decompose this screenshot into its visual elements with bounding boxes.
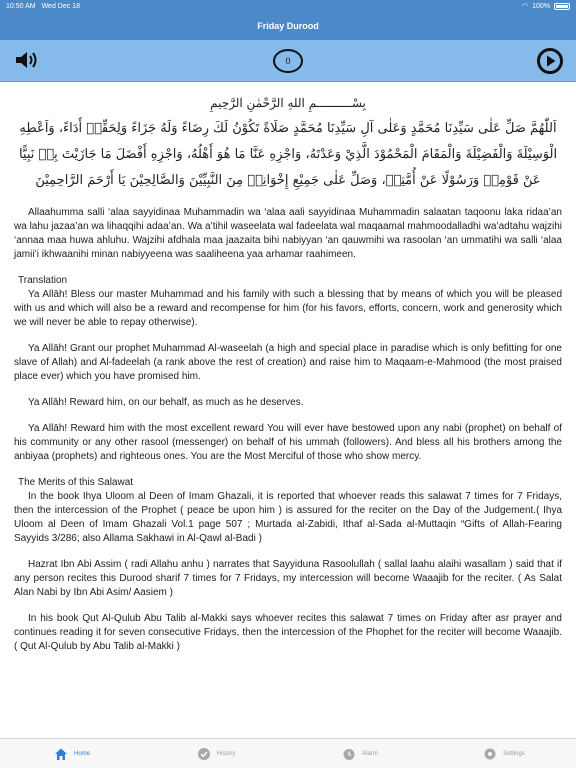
gear-icon xyxy=(483,747,497,761)
check-circle-icon xyxy=(197,747,211,761)
content-area[interactable] xyxy=(0,82,576,738)
tab-alarm[interactable] xyxy=(288,739,432,768)
page-title: Friday Durood xyxy=(257,21,319,31)
nav-bar xyxy=(0,12,576,40)
audio-toolbar xyxy=(0,40,576,82)
tab-label: Alarm xyxy=(362,750,378,757)
counter-value: 0 xyxy=(285,56,291,66)
tab-label: Settings xyxy=(503,750,525,757)
home-icon xyxy=(54,747,68,761)
translation-paragraph: Ya Allāh! Reward him with the most excellent reward You will ever have bestowed upon any nabi (prophet) on behalf of his community or any other rasool (messenger) on behalf of his ummah (followers). And bless all his brothers among the anbiyaa (prophets) and righteous ones. You are the Most Merciful of those who show mercy. xyxy=(14,423,562,462)
tab-settings[interactable] xyxy=(432,739,576,768)
status-time: 10:50 AM xyxy=(6,2,36,10)
arabic-durood xyxy=(14,90,562,194)
speaker-icon[interactable] xyxy=(14,49,38,71)
status-date: Wed Dec 18 xyxy=(41,2,80,10)
battery-icon xyxy=(554,3,570,10)
arabic-text: اَللّٰهُمَّ صَلِّ عَلٰى سَيِّدِنَا مُحَمَّدٍ وَعَلٰى آلِ سَيِّدِنَا مُحَمَّدٍ صَلَاةً تَكُوْنُ لَكَ رِضَاءً وَلَهُ جَزَاءً وَلِحَقِّهٖ أَدَاءً، وَاَعْطِهِ الْوَسِيْلَةَ وَالْفَضِيْلَةَ وَالْمَقَامَ الْمَحْمُوْدَ الَّذِيْ وَعَدْتَهُ، وَاجْزِهِ عَنَّا مَا هُوَ أَهْلُهُ، وَاجْزِهِ أَفْضَلَ مَا جَازَيْتَ بِهٖ نَبِيًّا عَنْ قَوْمِهٖ وَرَسُوْلًا عَنْ أُمَّتِهٖ، وَصَلِّ عَلٰى جَمِيْعِ إِخْوَانِهٖ مِنَ النَّبِيِّيْنَ وَالصَّالِحِيْنَ يَا أَرْحَمَ الرَّاحِمِيْنَ xyxy=(18,121,558,188)
transliteration-text: Allaahumma salli ‘alaa sayyidinaa Muhammadin wa ‘alaa aali sayyidinaa Muhammadin salaatan taqoonu laka ridaa’an wa lahu jazaa’an wa lihaqqihi adaa’an. Wa a’tihil waseelata wal fadeelata wal maqaamal mahmoodalladhi wa’adtahu wajzihi ‘annaa maa huwa ahluhu. Wajzihi afdhala maa jaazaita bihi nabiyyan ‘an qauwmihi wa rasoolan ‘an ummatihi wa salli ‘alaa jamii’i ikhwaanihi minan nabiyyeena was saaliheena yaa arhamar raahimeen. xyxy=(14,207,562,260)
translation-paragraph: Ya Allāh! Grant our prophet Muhammad Al-waseelah (a high and special place in paradise which is only befitting for one slave of Allah) and Al-fadeelah (a rank above the rest of creation) and raise him to Maqaam-e-Mahmood (the most praised place ever) which you have promised him. xyxy=(14,343,562,382)
counter-button[interactable] xyxy=(273,49,303,73)
wifi-icon: ◠ xyxy=(521,3,529,10)
merits-paragraph: In his book Qut Al-Qulub Abu Talib al-Makki says whoever recites this salawat 7 times on Friday after asr prayer and continues reading it for seven consecutive Fridays, then the intercession of the Phophet for the reciter will become Waaajib. ( Qut Al-Qulub by Abu Talib al-Makki ) xyxy=(14,613,562,652)
tab-bar xyxy=(0,738,576,768)
status-right xyxy=(522,2,570,10)
merits-paragraph: In the book Ihya Uloom al Deen of Imam Ghazali, it is reported that whoever reads this salawat 7 times for 7 Fridays, then the intercession of the Prophet ( peace be upon him ) is assured for the reciter on the Day of the Judgement.( Ihya Uloom al Deen of Imam Ghazali Vol.1 page 507 ; Murtada al-Zabidi, Ithaf al-Sada al-Muttaqin “Gifts of Allah-Fearing Sayyids 3/286; also Allama Sakhawi in Al-Qawl al-Badi ) xyxy=(14,491,562,544)
alarm-icon xyxy=(342,747,356,761)
merits-paragraph: Hazrat Ibn Abi Assim ( radi Allahu anhu ) narrates that Sayyiduna Rasoolullah ( sallal laahu alaihi wasallam ) said that if any person recites this Durood sharif 7 times for 7 Fridays, my intercession will become Waaajib for the reciter. ( As Salat Alan Nabi by Ibn Abi Asim/ Aasiem ) xyxy=(14,559,562,598)
battery-percent: 100% xyxy=(532,2,550,10)
translation-paragraph: Ya Allāh! Bless our master Muhammad and his family with such a blessing that by means of which you will be pleased with us and which will also be a reward and recompense for him (for his favors, efforts, concern, work and generosity which we will never be able to repay otherwise). xyxy=(14,289,562,328)
tab-history[interactable] xyxy=(144,739,288,768)
play-icon[interactable] xyxy=(536,47,564,75)
status-bar xyxy=(0,0,576,12)
merits-heading: The Merits of this Salawat xyxy=(18,477,134,488)
translation-heading: Translation xyxy=(18,275,68,286)
tab-label: History xyxy=(216,750,236,757)
translation-paragraph: Ya Allāh! Reward him, on our behalf, as much as he deserves. xyxy=(28,397,304,408)
tab-label: Home xyxy=(73,750,90,757)
tab-home[interactable] xyxy=(0,739,144,768)
bismillah-text: بِسْــــــــــمِ اللهِ الرَّحْمٰنِ الرَّحِيمِ xyxy=(210,96,366,110)
